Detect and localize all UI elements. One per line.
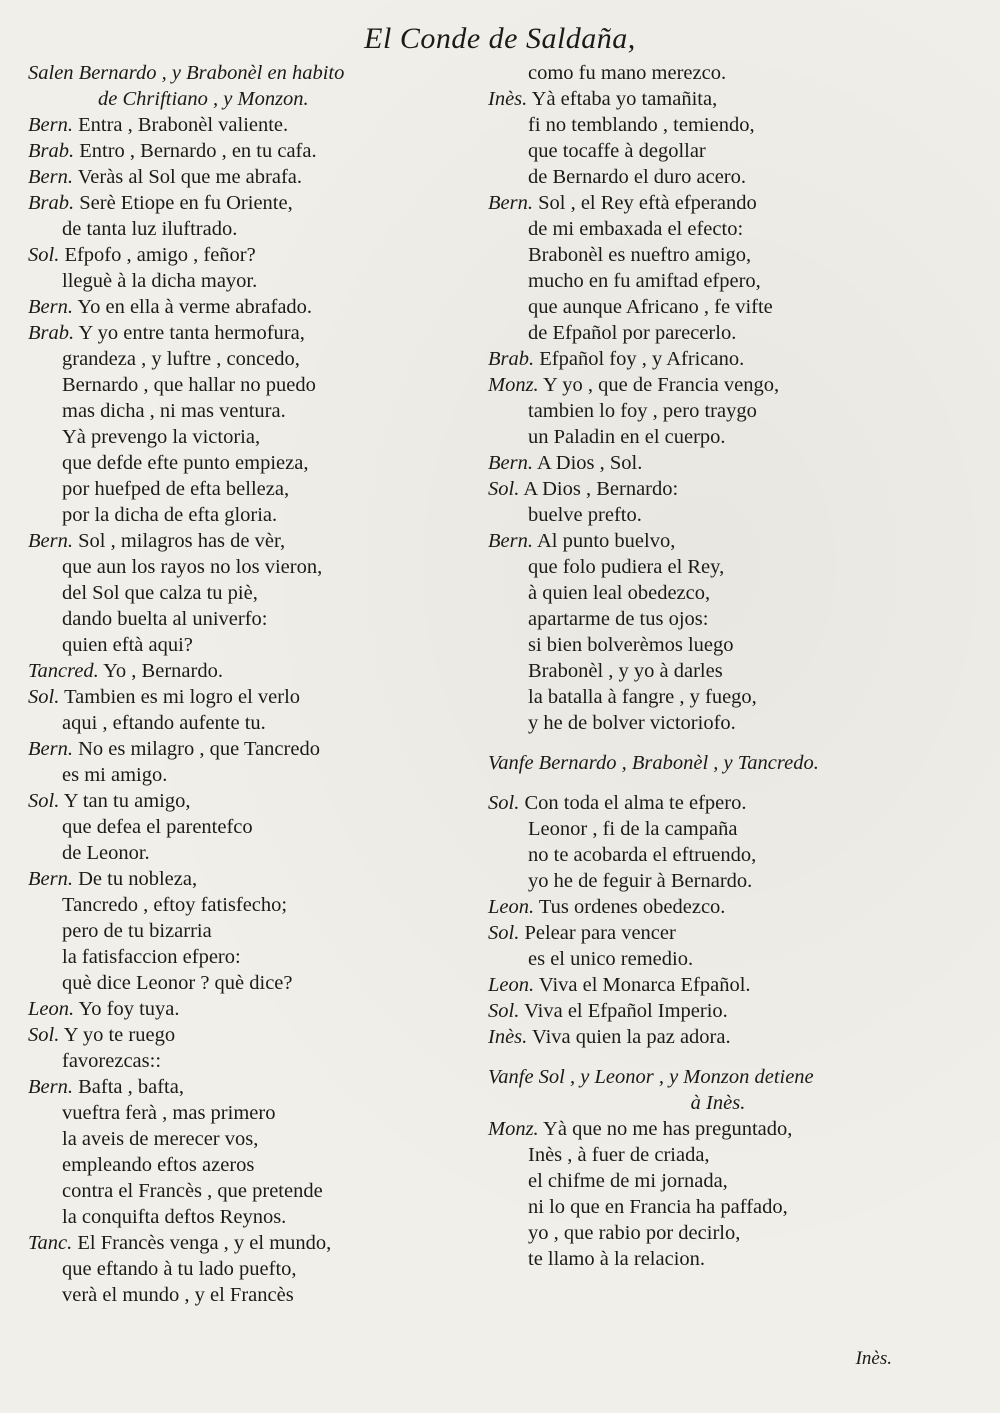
- verse-line: si bien bolverèmos luego: [528, 634, 734, 656]
- verse-text: Serè Etiope en fu Oriente,: [74, 192, 293, 214]
- verse-text: Yo en ella à verme abrafado.: [72, 296, 313, 318]
- verse-line: Yà prevengo la victoria,: [62, 426, 261, 448]
- verse-line: vueftra ferà , mas primero: [62, 1102, 276, 1124]
- speaker-name: Sol.: [28, 1024, 60, 1046]
- speech-line: [28, 320, 490, 346]
- verse-line: grandeza , y luftre , concedo,: [62, 348, 300, 370]
- speech-line: [488, 476, 948, 502]
- speaker-name: Inès.: [488, 1026, 528, 1048]
- verse-line: verà el mundo , y el Francès: [62, 1284, 294, 1306]
- speech-line: [488, 972, 948, 998]
- verse-text: Tus ordenes obedezco.: [534, 896, 726, 918]
- verse-line: pero de tu bizarria: [62, 920, 212, 942]
- speaker-name: Sol.: [28, 790, 60, 812]
- speech-line: [28, 866, 490, 892]
- speech-line: [28, 190, 490, 216]
- speech-line: [28, 996, 490, 1022]
- speech-line: [488, 998, 948, 1024]
- speech-line: [488, 528, 948, 554]
- speech-line: [488, 190, 948, 216]
- verse-text: Y yo , que de Francia vengo,: [538, 374, 780, 396]
- speech-line: [28, 164, 490, 190]
- verse-text: Viva quien la paz adora.: [527, 1026, 731, 1048]
- speaker-name: Brab.: [28, 140, 75, 162]
- speaker-name: Tanc.: [28, 1232, 73, 1254]
- verse-line: dando buelta al univerfo:: [62, 608, 268, 630]
- speech-line: [488, 86, 948, 112]
- speaker-name: Bern.: [28, 296, 73, 318]
- verse-text: El Francès venga , y el mundo,: [72, 1232, 332, 1254]
- verse-text: De tu nobleza,: [72, 868, 198, 890]
- verse-text: Al punto buelvo,: [532, 530, 676, 552]
- verse-text: Yo , Bernardo.: [98, 660, 223, 682]
- verse-line: por huefped de efta belleza,: [62, 478, 290, 500]
- speech-line: [28, 658, 490, 684]
- verse-line: ni lo que en Francia ha paffado,: [528, 1196, 788, 1218]
- speaker-name: Bern.: [28, 530, 73, 552]
- speaker-name: Bern.: [488, 192, 533, 214]
- verse-line: que defde efte punto empieza,: [62, 452, 309, 474]
- stage-direction: Salen Bernardo , y Brabonèl en habito: [28, 62, 345, 84]
- verse-line: de Efpañol por parecerlo.: [528, 322, 737, 344]
- verse-line: aqui , eftando aufente tu.: [62, 712, 266, 734]
- verse-line: de Bernardo el duro acero.: [528, 166, 746, 188]
- speech-line: [488, 894, 948, 920]
- verse-line: por la dicha de efta gloria.: [62, 504, 278, 526]
- verse-line: Tancredo , eftoy fatisfecho;: [62, 894, 288, 916]
- verse-line: buelve prefto.: [528, 504, 642, 526]
- speaker-name: Brab.: [28, 192, 75, 214]
- speaker-name: Monz.: [488, 374, 539, 396]
- stage-direction: de Chriftiano , y Monzon.: [98, 88, 309, 110]
- speaker-name: Leon.: [488, 974, 535, 996]
- stage-direction: Vanfe Bernardo , Brabonèl , y Tancredo.: [488, 752, 819, 774]
- verse-text: Entro , Bernardo , en tu cafa.: [74, 140, 317, 162]
- verse-line: empleando eftos azeros: [62, 1154, 255, 1176]
- verse-line: que aunque Africano , fe vifte: [528, 296, 773, 318]
- verse-line: quien eftà aqui?: [62, 634, 193, 656]
- verse-line: lleguè à la dicha mayor.: [62, 270, 258, 292]
- stage-direction: à Inès.: [690, 1092, 746, 1114]
- verse-line: Bernardo , que hallar no puedo: [62, 374, 316, 396]
- verse-line: que tocaffe à degollar: [528, 140, 706, 162]
- speech-line: [28, 528, 490, 554]
- speech-line: [28, 1074, 490, 1100]
- right-column: [488, 60, 948, 1272]
- speaker-name: Sol.: [28, 686, 60, 708]
- verse-line: no te acobarda el eftruendo,: [528, 844, 757, 866]
- speaker-name: Bern.: [28, 166, 73, 188]
- verse-text: Veràs al Sol que me abrafa.: [72, 166, 303, 188]
- verse-line: tambien lo foy , pero traygo: [528, 400, 757, 422]
- speaker-name: Brab.: [28, 322, 75, 344]
- verse-text: Sol , milagros has de vèr,: [72, 530, 286, 552]
- verse-line: mucho en fu amiftad efpero,: [528, 270, 761, 292]
- catchword: Inès.: [855, 1348, 892, 1369]
- speaker-name: Bern.: [28, 114, 73, 136]
- verse-text: Viva el Efpañol Imperio.: [519, 1000, 728, 1022]
- verse-text: Efpofo , amigo , feñor?: [59, 244, 256, 266]
- verse-line: que defea el parentefco: [62, 816, 253, 838]
- verse-line: yo , que rabio por decirlo,: [528, 1222, 741, 1244]
- verse-line: favorezcas::: [62, 1050, 162, 1072]
- verse-line: que folo pudiera el Rey,: [528, 556, 725, 578]
- spacer: [488, 1050, 948, 1064]
- spacer: [488, 736, 948, 750]
- stage-direction: Vanfe Sol , y Leonor , y Monzon detiene: [488, 1066, 814, 1088]
- verse-line: yo he de feguir à Bernardo.: [528, 870, 753, 892]
- verse-line: es mi amigo.: [62, 764, 168, 786]
- verse-line: de mi embaxada el efecto:: [528, 218, 744, 240]
- verse-line: à quien leal obedezco,: [528, 582, 711, 604]
- speaker-name: Sol.: [488, 922, 520, 944]
- verse-text: Y yo te ruego: [59, 1024, 176, 1046]
- verse-line: como fu mano merezco.: [528, 62, 727, 84]
- verse-line: Brabonèl es nueftro amigo,: [528, 244, 752, 266]
- verse-line: apartarme de tus ojos:: [528, 608, 709, 630]
- speaker-name: Monz.: [488, 1118, 539, 1140]
- verse-text: Yo foy tuya.: [74, 998, 180, 1020]
- speaker-name: Tancred.: [28, 660, 99, 682]
- speaker-name: Sol.: [28, 244, 60, 266]
- verse-text: Y yo entre tanta hermofura,: [74, 322, 305, 344]
- speech-line: [28, 788, 490, 814]
- speech-line: [488, 1024, 948, 1050]
- speech-line: [28, 1230, 490, 1256]
- speaker-name: Sol.: [488, 792, 520, 814]
- verse-line: de tanta luz iluftrado.: [62, 218, 238, 240]
- verse-text: Bafta , bafta,: [72, 1076, 184, 1098]
- speaker-name: Bern.: [28, 868, 73, 890]
- speaker-name: Inès.: [488, 88, 528, 110]
- verse-text: A Dios , Bernardo:: [519, 478, 679, 500]
- speech-line: [28, 684, 490, 710]
- speaker-name: Sol.: [488, 478, 520, 500]
- verse-line: el chifme de mi jornada,: [528, 1170, 728, 1192]
- verse-text: Efpañol foy , y Africano.: [534, 348, 745, 370]
- verse-text: Con toda el alma te efpero.: [519, 792, 747, 814]
- verse-text: A Dios , Sol.: [532, 452, 643, 474]
- speaker-name: Bern.: [28, 738, 73, 760]
- speech-line: [28, 112, 490, 138]
- speech-line: [28, 736, 490, 762]
- speaker-name: Bern.: [488, 452, 533, 474]
- speech-line: [488, 346, 948, 372]
- speech-line: [488, 450, 948, 476]
- speaker-name: Brab.: [488, 348, 535, 370]
- verse-line: Inès , à fuer de criada,: [528, 1144, 710, 1166]
- verse-text: Pelear para vencer: [519, 922, 676, 944]
- speech-line: [488, 790, 948, 816]
- verse-line: de Leonor.: [62, 842, 150, 864]
- verse-line: Leonor , fi de la campaña: [528, 818, 738, 840]
- verse-text: Yà eftaba yo tamañita,: [527, 88, 718, 110]
- verse-line: del Sol que calza tu piè,: [62, 582, 258, 604]
- running-head: El Conde de Saldaña,: [364, 22, 636, 55]
- verse-text: Sol , el Rey eftà efperando: [532, 192, 757, 214]
- verse-line: la conquifta deftos Reynos.: [62, 1206, 287, 1228]
- verse-line: la aveis de merecer vos,: [62, 1128, 259, 1150]
- verse-line: es el unico remedio.: [528, 948, 694, 970]
- verse-line: que eftando à tu lado puefto,: [62, 1258, 297, 1280]
- verse-line: mas dicha , ni mas ventura.: [62, 400, 286, 422]
- verse-line: la batalla à fangre , y fuego,: [528, 686, 757, 708]
- speaker-name: Sol.: [488, 1000, 520, 1022]
- spacer: [488, 776, 948, 790]
- speaker-name: Leon.: [488, 896, 535, 918]
- verse-line: contra el Francès , que pretende: [62, 1180, 323, 1202]
- verse-text: Entra , Brabonèl valiente.: [72, 114, 289, 136]
- speaker-name: Bern.: [28, 1076, 73, 1098]
- verse-line: que aun los rayos no los vieron,: [62, 556, 323, 578]
- verse-line: te llamo à la relacion.: [528, 1248, 706, 1270]
- speaker-name: Bern.: [488, 530, 533, 552]
- verse-text: Tambien es mi logro el verlo: [59, 686, 301, 708]
- verse-line: Brabonèl , y yo à darles: [528, 660, 723, 682]
- verse-line: y he de bolver victoriofo.: [528, 712, 736, 734]
- speech-line: [28, 294, 490, 320]
- speech-line: [28, 138, 490, 164]
- speech-line: [28, 1022, 490, 1048]
- speech-line: [488, 920, 948, 946]
- verse-line: la fatisfaccion efpero:: [62, 946, 241, 968]
- speech-line: [488, 372, 948, 398]
- verse-text: Yà que no me has preguntado,: [538, 1118, 793, 1140]
- verse-text: Y tan tu amigo,: [59, 790, 191, 812]
- speaker-name: Leon.: [28, 998, 75, 1020]
- verse-line: un Paladin en el cuerpo.: [528, 426, 726, 448]
- left-column: [28, 60, 490, 1308]
- verse-line: què dice Leonor ? què dice?: [62, 972, 293, 994]
- verse-text: Viva el Monarca Efpañol.: [534, 974, 751, 996]
- speech-line: [28, 242, 490, 268]
- verse-line: fi no temblando , temiendo,: [528, 114, 755, 136]
- verse-text: No es milagro , que Tancredo: [72, 738, 320, 760]
- speech-line: [488, 1116, 948, 1142]
